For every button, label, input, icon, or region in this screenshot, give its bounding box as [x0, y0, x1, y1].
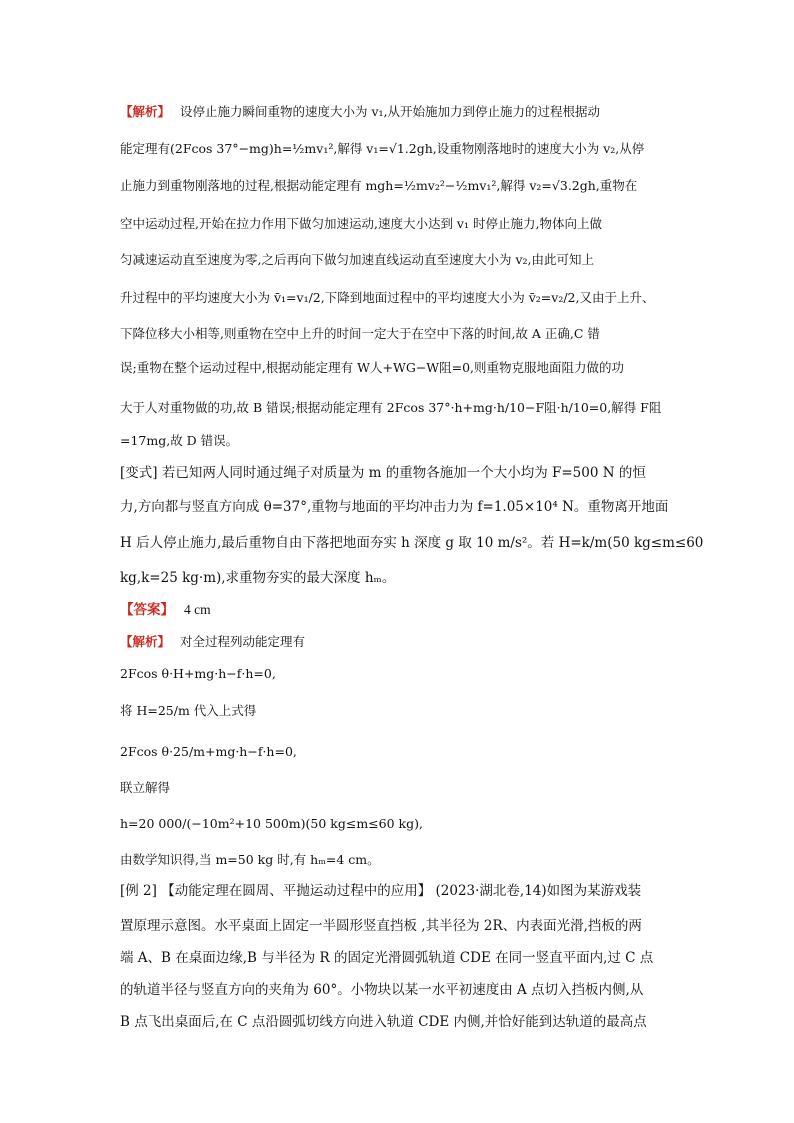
- example-line: 置原理示意图。水平桌面上固定一半圆形竖直挡板 ,其半径为 2R、内表面光滑,挡板的两: [120, 918, 642, 934]
- answer-line: [120, 602, 680, 618]
- solution-two-line: 2Fcos θ·H+mg·h−f·h=0,: [120, 666, 276, 681]
- solution-line: 升过程中的平均速度大小为 v̄₁=v₁/2,下降到地面过程中的平均速度大小为 v̄₂=v₂/2,又由于上升、: [120, 290, 655, 305]
- solution-line: 大于人对重物做的功,故 B 错误;根据动能定理有 2Fcos 37°·h+mg·h/10−F阻·h/10=0,解得 F阻: [120, 400, 662, 415]
- example-line: B 点飞出桌面后,在 C 点沿圆弧切线方向进入轨道 CDE 内侧,并恰好能到达轨道的最高点: [120, 1014, 647, 1030]
- solution-line: 能定理有(2Fcos 37°−mg)h=½mv₁²,解得 v₁=√1.2gh,设重物刚落地时的速度大小为 v₂,从停: [120, 141, 645, 156]
- variant-line: H 后人停止施力,最后重物自由下落把地面夯实 h 深度 g 取 10 m/s²。若 H=k/m(50 kg≤m≤60: [120, 535, 704, 551]
- example-line: 端 A、B 在桌面边缘,B 与半径为 R 的固定光滑圆弧轨道 CDE 在同一竖直平面内,过 C 点: [120, 950, 654, 966]
- variant-line: kg,k=25 kg·m),求重物夯实的最大深度 hₘ。: [120, 570, 396, 586]
- solution-line: 【解析】 设停止施力瞬间重物的速度大小为 v₁,从开始施加力到停止施力的过程根据动: [120, 104, 601, 119]
- example-line: 的轨道半径与竖直方向的夹角为 60°。小物块以某一水平初速度由 A 点切入挡板内侧,从: [120, 982, 644, 998]
- analysis-tag: 【解析】: [120, 104, 171, 119]
- example-line: [例 2] 【动能定理在圆周、平抛运动过程中的应用】 (2023·湖北卷,14)如图为某游戏装: [120, 883, 642, 899]
- variant-line: 力,方向都与竖直方向成 θ=37°,重物与地面的平均冲击力为 f=1.05×10⁴ N。重物离开地面: [120, 499, 669, 515]
- solution-line: 下降位移大小相等,则重物在空中上升的时间一定大于在空中下落的时间,故 A 正确,C 错: [120, 326, 600, 341]
- solution-two-line: h=20 000/(−10m²+10 500m)(50 kg≤m≤60 kg),: [120, 816, 423, 831]
- solution-two-line: 【解析】 对全过程列动能定理有: [120, 634, 306, 649]
- answer-value: 4 cm: [184, 602, 211, 617]
- solution-line: =17mg,故 D 错误。: [120, 433, 239, 448]
- solution-two-line: 联立解得: [120, 780, 171, 795]
- solution-two-line: 2Fcos θ·25/m+mg·h−f·h=0,: [120, 744, 297, 759]
- solution-two-line: 将 H=25/m 代入上式得: [120, 703, 257, 718]
- solution-line: 空中运动过程,开始在拉力作用下做匀加速运动,速度大小达到 v₁ 时停止施力,物体向上做: [120, 216, 602, 231]
- analysis-tag: 【解析】: [120, 634, 171, 649]
- solution-line: 匀减速运动直至速度为零,之后再向下做匀加速直线运动直至速度大小为 v₂,由此可知上: [120, 252, 594, 267]
- solution-line: 误;重物在整个运动过程中,根据动能定理有 W人+WG−W阻=0,则重物克服地面阻力做的功: [120, 360, 625, 375]
- answer-tag: 【答案】: [120, 602, 174, 618]
- solution-line: 止施力到重物刚落地的过程,根据动能定理有 mgh=½mv₂²−½mv₁²,解得 v₂=√3.2gh,重物在: [120, 178, 638, 193]
- variant-line: [变式] 若已知两人同时通过绳子对质量为 m 的重物各施加一个大小均为 F=500 N 的恒: [120, 465, 646, 481]
- solution-two-line: 由数学知识得,当 m=50 kg 时,有 hₘ=4 cm。: [120, 852, 380, 867]
